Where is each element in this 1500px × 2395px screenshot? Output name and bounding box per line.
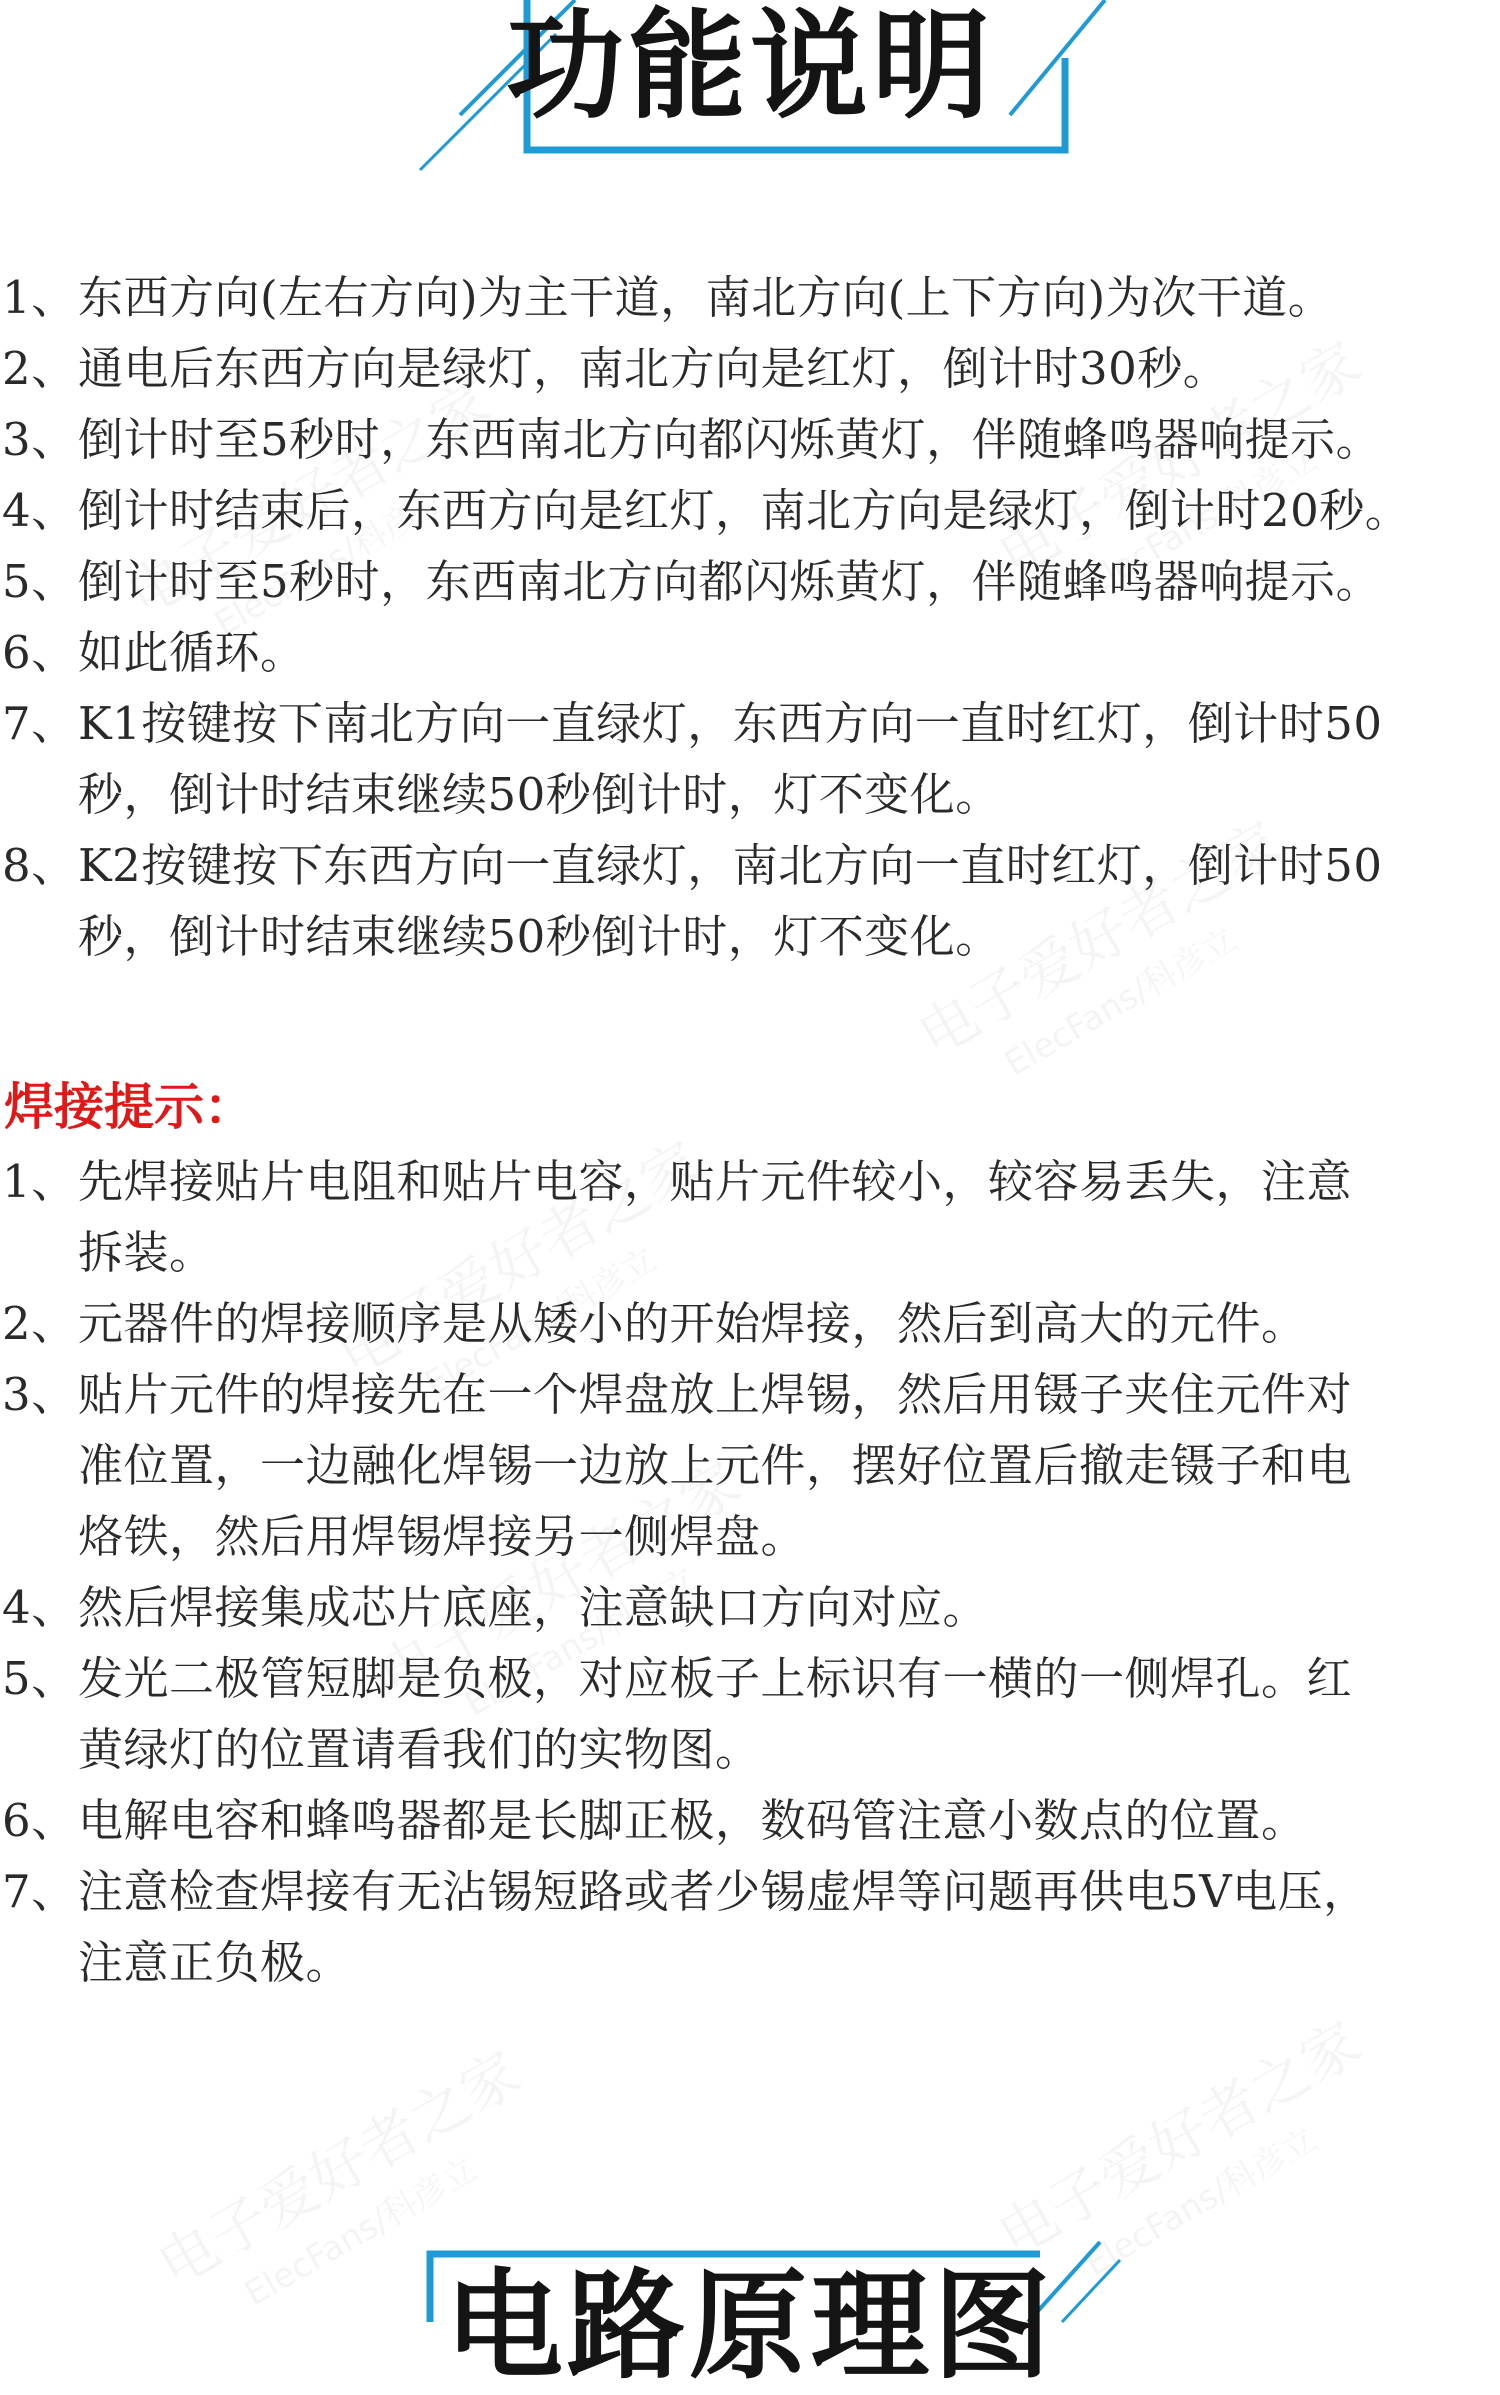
item-text: 拆装。 — [78, 1226, 215, 1279]
item-text: 秒，倒计时结束继续50秒倒计时，灯不变化。 — [78, 910, 1001, 963]
item-text: 倒计时至5秒时，东西南北方向都闪烁黄灯，伴随蜂鸣器响提示。 — [78, 413, 1382, 466]
item-number: 4、 — [2, 484, 77, 537]
welding-section — [0, 1070, 1500, 1998]
item-number: 6、 — [2, 1794, 77, 1847]
item-text: 然后焊接集成芯片底座，注意缺口方向对应。 — [78, 1581, 989, 1634]
item-number: 1、 — [2, 1155, 77, 1208]
item-text: 元器件的焊接顺序是从矮小的开始焊接，然后到高大的元件。 — [78, 1297, 1307, 1350]
bottom-banner-title: 电路原理图 — [444, 2257, 1055, 2395]
item-text: 通电后东西方向是绿灯，南北方向是红灯，倒计时30秒。 — [78, 342, 1229, 395]
item-number: 8、 — [2, 839, 77, 892]
item-number: 3、 — [2, 413, 77, 466]
item-text: 贴片元件的焊接先在一个焊盘放上焊锡，然后用镊子夹住元件对 — [78, 1368, 1353, 1421]
item-text: 先焊接贴片电阻和贴片电容，贴片元件较小，较容易丢失，注意 — [78, 1155, 1353, 1208]
item-text: 倒计时至5秒时，东西南北方向都闪烁黄灯，伴随蜂鸣器响提示。 — [78, 555, 1382, 608]
item-text: 黄绿灯的位置请看我们的实物图。 — [78, 1723, 761, 1776]
item-text: 倒计时结束后，东西方向是红灯，南北方向是绿灯，倒计时20秒。 — [78, 484, 1411, 537]
item-number: 7、 — [2, 697, 77, 750]
list-item — [0, 333, 1500, 404]
list-item — [0, 1856, 1500, 1998]
list-item — [0, 404, 1500, 475]
list-item — [0, 688, 1500, 830]
item-text: 秒，倒计时结束继续50秒倒计时，灯不变化。 — [78, 768, 1001, 821]
list-item — [0, 1572, 1500, 1643]
list-item — [0, 1785, 1500, 1856]
item-text: 电解电容和蜂鸣器都是长脚正极，数码管注意小数点的位置。 — [78, 1794, 1307, 1847]
bottom-banner — [0, 2220, 1500, 2395]
item-number: 1、 — [2, 271, 77, 324]
item-number: 2、 — [2, 342, 77, 395]
list-item — [0, 546, 1500, 617]
item-text: K1按键按下南北方向一直绿灯，东西方向一直时红灯，倒计时50 — [78, 697, 1383, 750]
welding-heading: 焊接提示： — [4, 1078, 254, 1136]
list-item — [0, 1146, 1500, 1288]
item-number: 2、 — [2, 1297, 77, 1350]
item-number: 7、 — [2, 1865, 77, 1918]
item-text: 准位置，一边融化焊锡一边放上元件，摆好位置后撤走镊子和电 — [78, 1439, 1353, 1492]
list-item — [0, 830, 1500, 972]
item-number: 5、 — [2, 1652, 77, 1705]
item-text: 东西方向(左右方向)为主干道，南北方向(上下方向)为次干道。 — [78, 271, 1334, 324]
item-text: 烙铁，然后用焊锡焊接另一侧焊盘。 — [78, 1510, 807, 1563]
list-item — [0, 1643, 1500, 1785]
top-banner — [0, 0, 1500, 220]
item-text: 注意正负极。 — [78, 1936, 352, 1989]
item-text: 如此循环。 — [78, 626, 306, 679]
item-number: 6、 — [2, 626, 77, 679]
item-number: 4、 — [2, 1581, 77, 1634]
list-item — [0, 1359, 1500, 1572]
welding-items — [0, 1146, 1500, 1998]
list-item — [0, 1288, 1500, 1359]
list-item — [0, 475, 1500, 546]
item-text: 发光二极管短脚是负极，对应板子上标识有一横的一侧焊孔。红 — [78, 1652, 1353, 1705]
item-number: 5、 — [2, 555, 77, 608]
banner-title: 功能说明 — [505, 0, 994, 135]
item-text: 注意检查焊接有无沾锡短路或者少锡虚焊等问题再供电5V电压， — [78, 1865, 1369, 1918]
function-list — [0, 262, 1500, 972]
list-item — [0, 262, 1500, 333]
function-items — [0, 262, 1500, 972]
list-item — [0, 617, 1500, 688]
item-number: 3、 — [2, 1368, 77, 1421]
item-text: K2按键按下东西方向一直绿灯，南北方向一直时红灯，倒计时50 — [78, 839, 1383, 892]
